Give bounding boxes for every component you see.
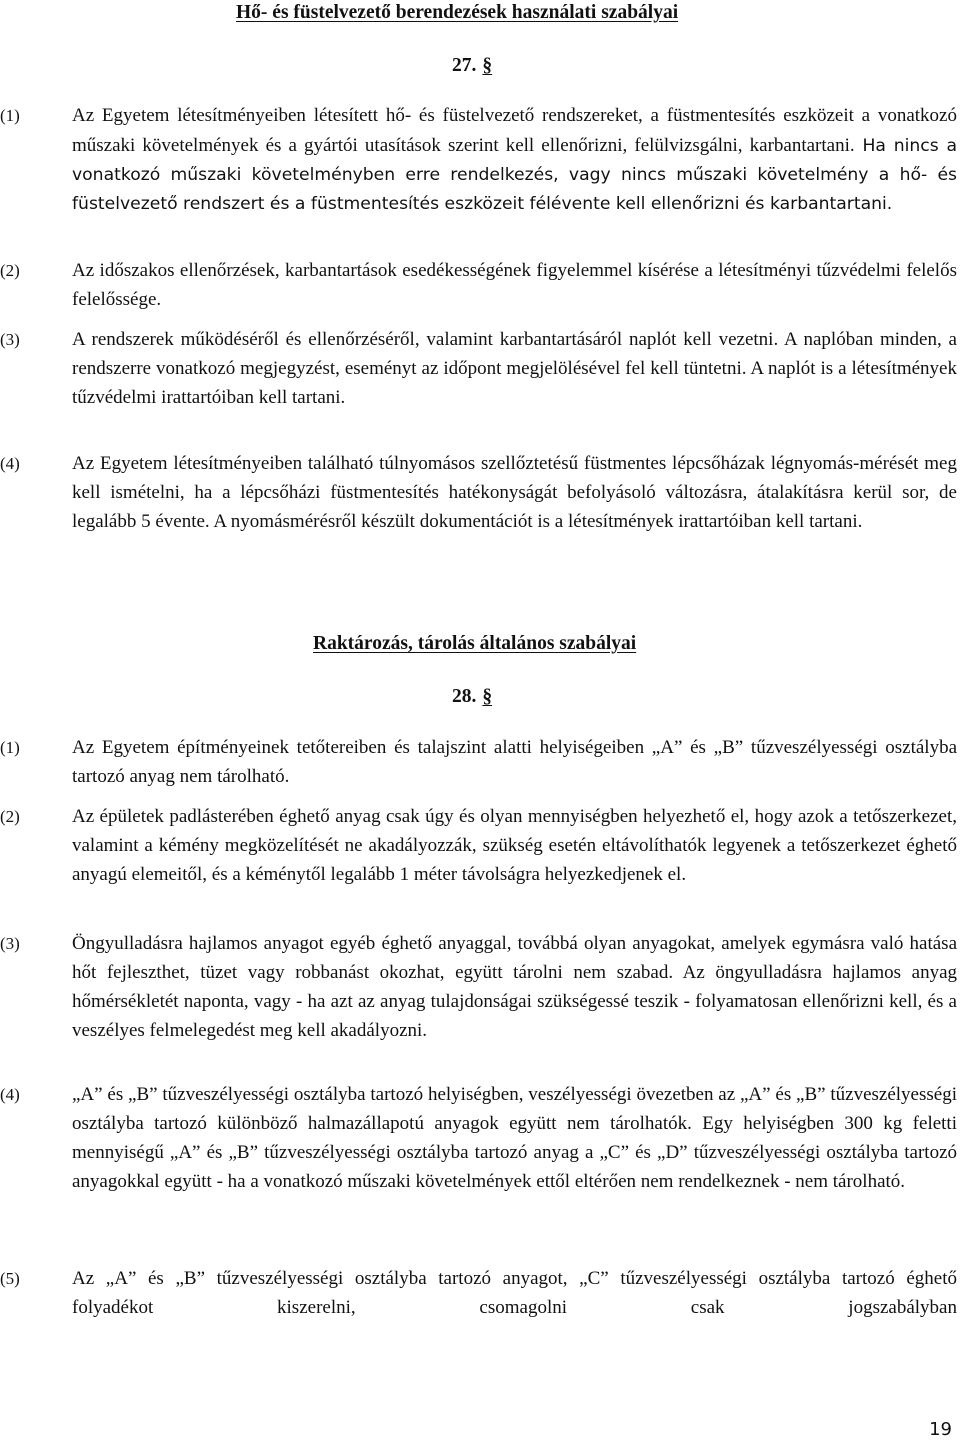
paragraph-28-3	[0, 929, 960, 1079]
section-28-number	[452, 686, 492, 708]
paragraph-sign: §	[482, 686, 493, 707]
paragraph-28-2	[0, 802, 960, 922]
section-number: 28.	[452, 686, 477, 707]
section-28-title: Raktározás, tárolás általános szabályai	[313, 633, 637, 654]
paragraph-text: Öngyulladásra hajlamos anyagot egyéb éghető anyaggal, továbbá olyan anyagokat, amelyek egymásra való hatása hőt fejleszthet, tüzet vagy robbanást okozhat, együtt tárolni nem szabad. Az öngyulladásra hajlamos anyag hőmérsékletét naponta, vagy - ha azt az anyag tulajdonságai szükségessé teszik - folyamatosan ellenőrizni kell, és a veszélyes felmelegedést meg kell akadályozni.	[72, 933, 957, 1041]
section-27-number	[452, 55, 492, 77]
section-number: 27.	[452, 55, 477, 76]
paragraph-27-2	[0, 256, 960, 316]
paragraph-text: Az „A” és „B” tűzveszélyességi osztályba tartozó anyagot, „C” tűzveszélyességi osztályba tartozó éghető folyadékot kiszerelni, csomagolni csak jogszabályban	[72, 1268, 957, 1318]
paragraph-text: „A” és „B” tűzveszélyességi osztályba tartozó helyiségben, veszélyességi övezetben az „A” és „B” tűzveszélyességi osztályba tartozó különböző halmazállapotú anyagok együtt nem tárolhatók. Egy helyiségben 300 kg feletti mennyiségű „A” és „B” tűzveszélyességi osztályba tartozó anyag a „C” és „D” tűzveszélyességi osztályba tartozó anyagokkal együtt - ha a vonatkozó műszaki követelmények ettől eltérően nem rendelkeznek - nem tárolható.	[72, 1084, 957, 1192]
paragraph-number: (4)	[0, 1085, 20, 1104]
paragraph-sign: §	[482, 55, 493, 76]
paragraph-28-4	[0, 1080, 960, 1260]
paragraph-28-5	[0, 1264, 960, 1324]
paragraph-27-4	[0, 449, 960, 569]
paragraph-text: Az Egyetem építményeinek tetőtereiben és talajszint alatti helyiségeiben „A” és „B” tűzveszélyességi osztályba tartozó anyag nem tárolható.	[72, 737, 957, 787]
paragraph-27-1	[0, 101, 960, 261]
paragraph-number: (4)	[0, 454, 20, 473]
paragraph-number: (3)	[0, 934, 20, 953]
paragraph-text	[72, 101, 957, 219]
page-number: 19	[929, 1419, 952, 1440]
paragraph-number: (2)	[0, 261, 20, 280]
paragraph-text: Az Egyetem létesítményeiben található túlnyomásos szellőztetésű füstmentes lépcsőházak légnyomás-mérését meg kell ismételni, ha a lépcsőházi füstmentesítés hatékonyságát befolyásoló változásra, átalakításra kerül sor, de legalább 5 évente. A nyomásmérésről készült dokumentációt is a létesítmények irattartóiban kell tartani.	[72, 453, 957, 532]
paragraph-text: A rendszerek működéséről és ellenőrzéséről, valamint karbantartásáról naplót kell vezetni. A naplóban minden, a rendszerre vonatkozó megjegyzést, eseményt az időpont megjelölésével fel kell tüntetni. A naplót is a létesítmények tűzvédelmi irattartóiban kell tartani.	[72, 329, 957, 408]
paragraph-number: (5)	[0, 1269, 20, 1288]
paragraph-number: (2)	[0, 807, 20, 826]
paragraph-number: (3)	[0, 330, 20, 349]
paragraph-text: Az időszakos ellenőrzések, karbantartások esedékességének figyelemmel kísérése a létesítményi tűzvédelmi felelős felelőssége.	[72, 260, 957, 310]
section-27-title: Hő- és füstelvezető berendezések használati szabályai	[236, 2, 679, 23]
paragraph-27-3	[0, 325, 960, 445]
paragraph-number: (1)	[0, 106, 20, 125]
paragraph-28-1	[0, 733, 960, 793]
paragraph-text-part-a: Az Egyetem létesítményeiben létesített hő- és füstelvezető rendszereket, a füstmentesítés eszközeit a vonatkozó műszaki követelmények és a gyártói utasítások szerint kell ellenőrizni, felülvizsgálni, karbantartani.	[72, 105, 957, 156]
paragraph-text: Az épületek padlásterében éghető anyag csak úgy és olyan mennyiségben helyezhető el, hogy azok a tetőszerkezet, valamint a kémény megközelítését ne akadályozzák, szükség esetén eltávolíthatók legyenek a tetőszerkezet éghető anyagú elemeitől, és a kéménytől legalább 1 méter távolságra helyezkedjenek el.	[72, 806, 957, 885]
paragraph-number: (1)	[0, 738, 20, 757]
paragraph-text-part-b: Ha nincs a vonatkozó műszaki követelményben erre rendelkezés, vagy nincs műszaki követelmény a hő- és füstelvezető rendszert és a füstmentesítés eszközeit félévente kell ellenőrizni és karbantartani.	[72, 136, 957, 214]
